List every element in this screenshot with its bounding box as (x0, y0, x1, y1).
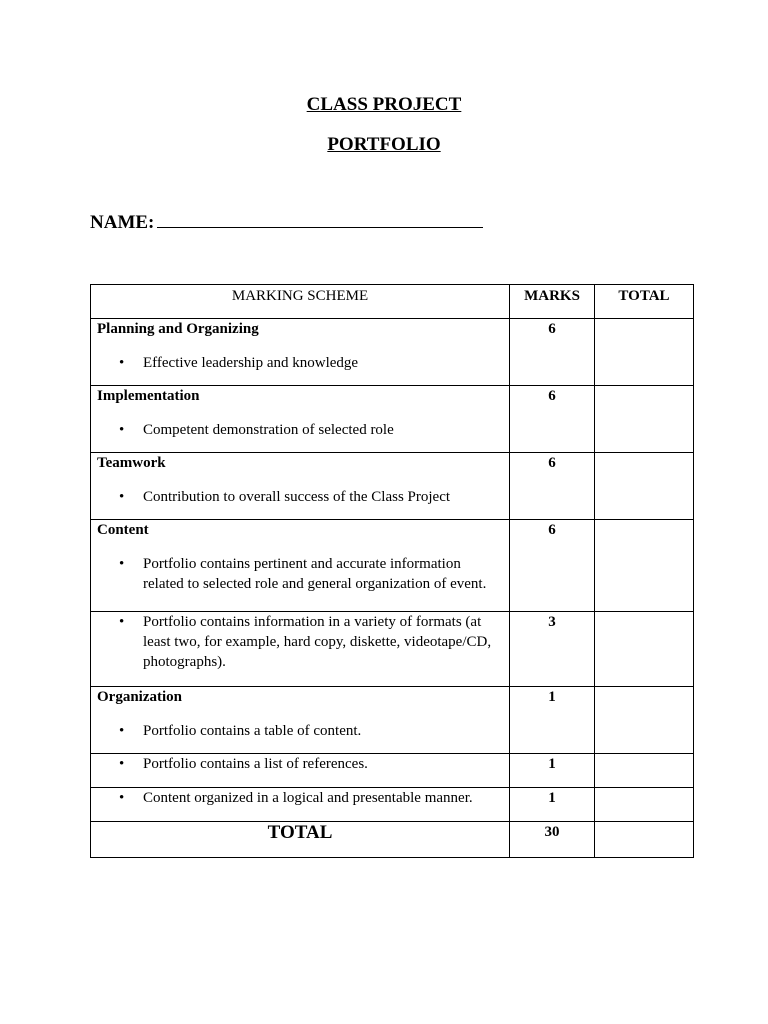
document-subtitle: PORTFOLIO (327, 134, 441, 155)
header-scheme-label: MARKING SCHEME (231, 288, 369, 304)
marking-scheme-table (90, 284, 694, 858)
marks-value: 3 (548, 614, 556, 630)
bullet-icon: • (119, 556, 125, 572)
marks-cell (510, 319, 595, 386)
category-label: Implementation (97, 388, 200, 404)
total-marks-cell (510, 822, 595, 858)
total-cell[interactable] (595, 754, 694, 788)
marks-cell (510, 754, 595, 788)
bullet-icon: • (119, 355, 125, 371)
table-row (91, 319, 694, 386)
scheme-cell (91, 687, 510, 754)
header-cell-total (595, 285, 694, 319)
marks-value: 1 (548, 756, 556, 772)
document-title: CLASS PROJECT (306, 94, 462, 115)
total-label: TOTAL (267, 822, 333, 843)
criterion-text: Competent demonstration of selected role (143, 422, 394, 438)
list-item (91, 554, 509, 594)
criterion-text: Portfolio contains pertinent and accurate information related to selected role and general organization of event. (143, 556, 487, 592)
header-marks-label: MARKS (524, 288, 580, 304)
marks-cell (510, 612, 595, 687)
name-blank-line[interactable] (157, 209, 483, 228)
scheme-cell (91, 788, 510, 822)
total-cell[interactable] (595, 319, 694, 386)
list-item (91, 487, 509, 507)
scheme-cell (91, 453, 510, 520)
list-item (91, 353, 509, 373)
grand-total-cell[interactable] (595, 822, 694, 858)
marks-cell (510, 386, 595, 453)
total-label-cell (91, 822, 510, 858)
table-row (91, 520, 694, 612)
bullet-icon: • (119, 422, 125, 438)
bullet-icon: • (119, 790, 125, 806)
category-label: Teamwork (97, 455, 166, 471)
total-cell[interactable] (595, 520, 694, 612)
marks-value: 6 (548, 388, 556, 404)
category-label: Planning and Organizing (97, 321, 259, 337)
marks-cell (510, 788, 595, 822)
marks-value: 6 (548, 455, 556, 471)
scheme-cell (91, 612, 510, 687)
criterion-text: Portfolio contains a table of content. (143, 723, 362, 739)
header-cell-marks (510, 285, 595, 319)
list-item (91, 788, 509, 808)
bullet-icon: • (119, 756, 125, 772)
table-row (91, 386, 694, 453)
table-total-row (91, 822, 694, 858)
marks-value: 1 (548, 790, 556, 806)
criterion-text: Effective leadership and knowledge (143, 355, 359, 371)
scheme-cell (91, 319, 510, 386)
category-label: Content (97, 522, 149, 538)
table-row (91, 788, 694, 822)
criterion-text: Portfolio contains a list of references. (143, 756, 368, 772)
header-cell-scheme (91, 285, 510, 319)
name-label: NAME: (90, 212, 155, 233)
total-cell[interactable] (595, 788, 694, 822)
category-label: Organization (97, 689, 182, 705)
scheme-cell (91, 386, 510, 453)
list-item (91, 420, 509, 440)
scheme-cell (91, 520, 510, 612)
marks-cell (510, 687, 595, 754)
criterion-text: Portfolio contains information in a variety of formats (at least two, for example, hard copy, diskette, videotape/CD, photographs). (143, 614, 492, 670)
list-item (91, 754, 509, 774)
header-total-label: TOTAL (618, 288, 670, 304)
table-row (91, 754, 694, 788)
criterion-text: Contribution to overall success of the Class Project (143, 489, 451, 505)
criterion-text: Content organized in a logical and presentable manner. (143, 790, 473, 806)
total-cell[interactable] (595, 612, 694, 687)
marks-cell (510, 453, 595, 520)
total-cell[interactable] (595, 386, 694, 453)
name-field-row (90, 209, 483, 234)
total-marks-value: 30 (544, 824, 560, 840)
table-row (91, 453, 694, 520)
table-row (91, 687, 694, 754)
bullet-icon: • (119, 489, 125, 505)
table-row (91, 612, 694, 687)
marks-cell (510, 520, 595, 612)
scheme-cell (91, 754, 510, 788)
list-item (91, 612, 509, 672)
total-cell[interactable] (595, 453, 694, 520)
marks-value: 1 (548, 689, 556, 705)
total-cell[interactable] (595, 687, 694, 754)
marks-value: 6 (548, 522, 556, 538)
bullet-icon: • (119, 614, 125, 630)
marks-value: 6 (548, 321, 556, 337)
bullet-icon: • (119, 723, 125, 739)
list-item (91, 721, 509, 741)
table-header-row (91, 285, 694, 319)
